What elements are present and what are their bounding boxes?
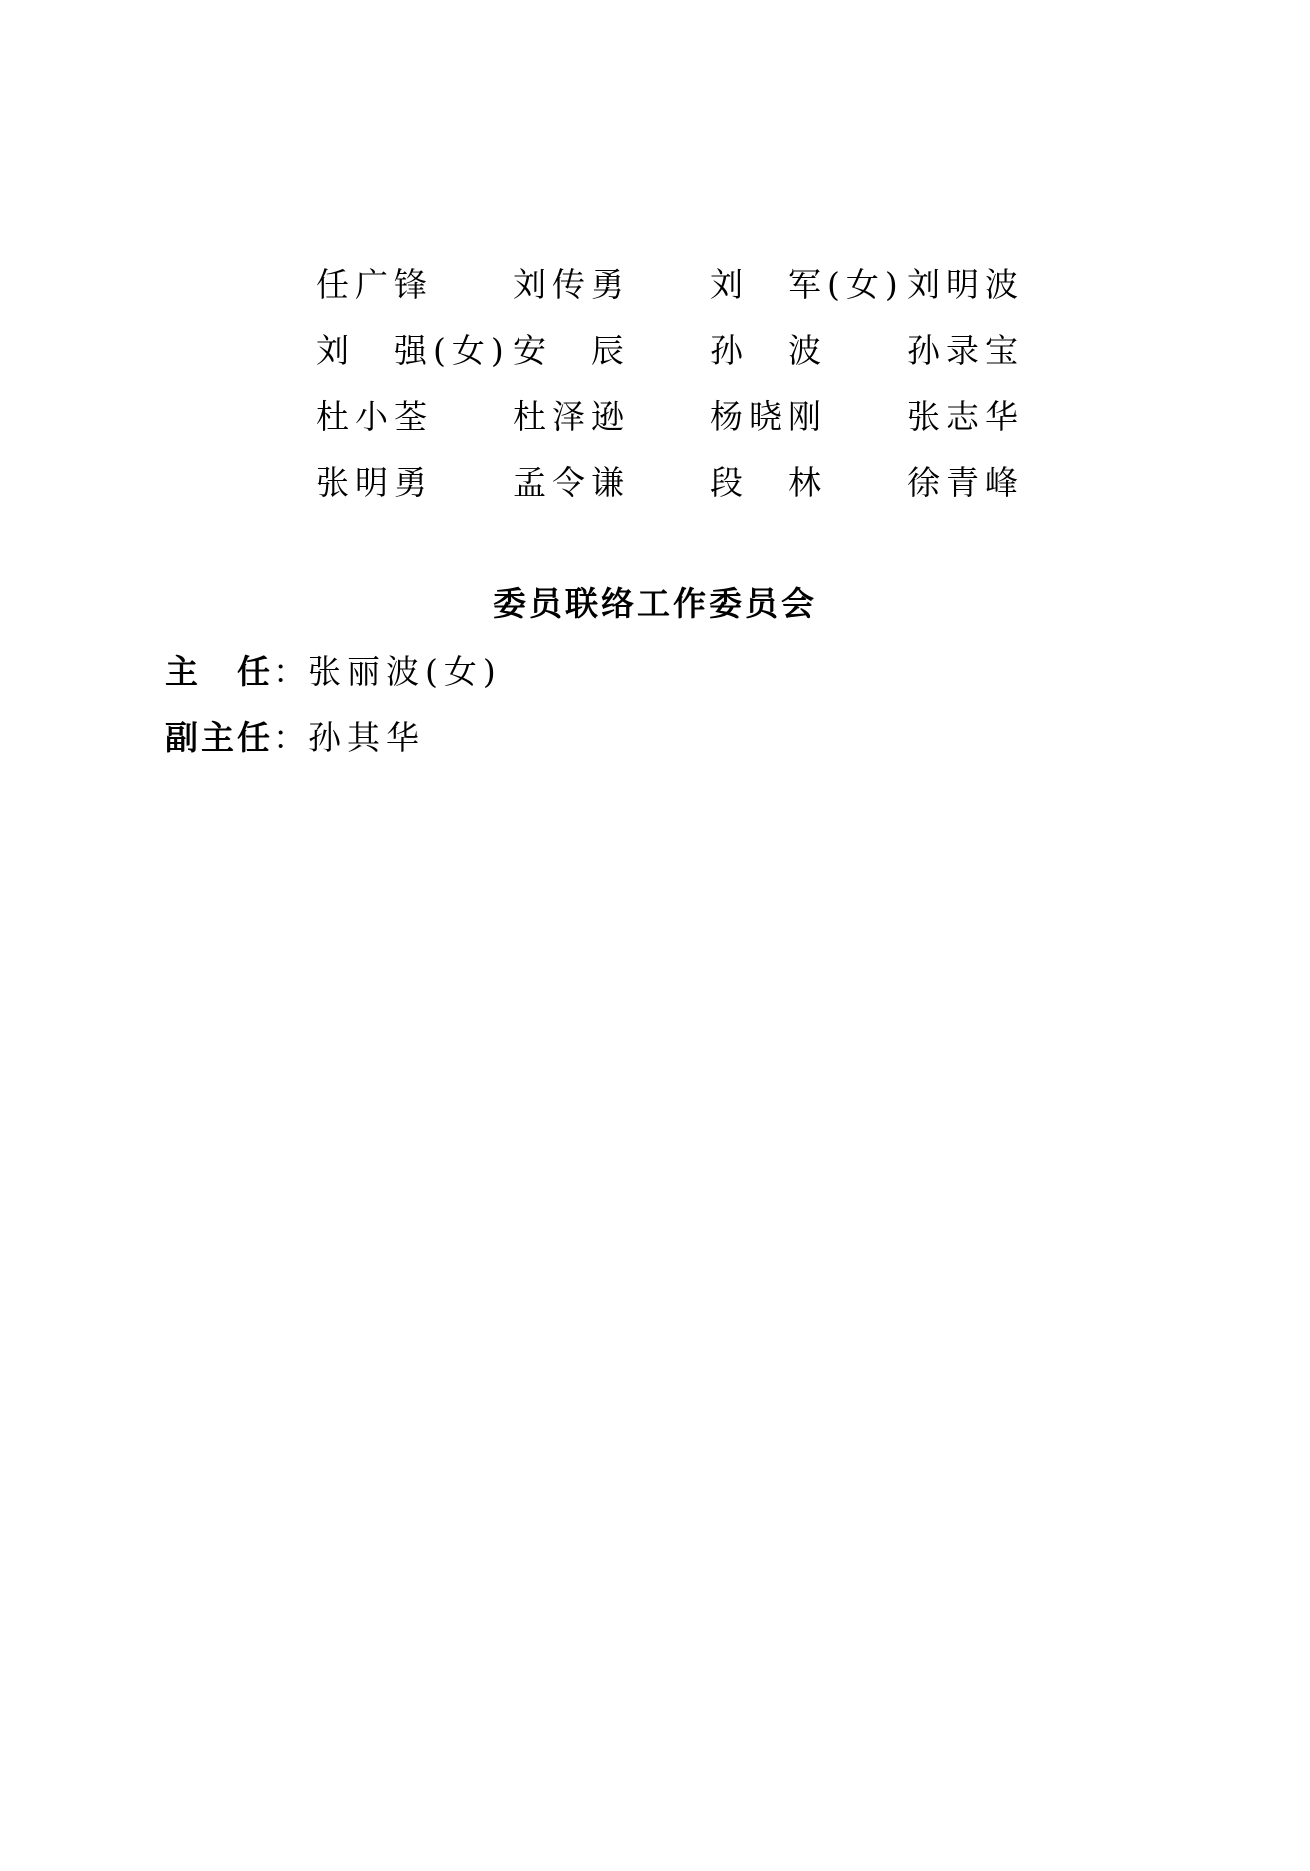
director-label: 主 任 — [165, 652, 273, 691]
director-colon: ： — [273, 652, 306, 691]
committee-heading: 委员联络工作委员会 — [493, 584, 817, 623]
member-row — [316, 450, 1116, 516]
member-row — [316, 384, 1116, 450]
member-name: 刘传勇 — [513, 265, 630, 304]
member-name-grid — [316, 252, 1116, 516]
member-row — [316, 252, 1116, 318]
member-name: 杜泽逊 — [513, 397, 630, 436]
member-name: 徐青峰 — [907, 463, 1024, 502]
director-line — [165, 650, 502, 694]
director-name: 张丽波(女) — [308, 652, 502, 691]
member-name: 杜小荃 — [316, 397, 433, 436]
member-name: 刘 强(女) — [316, 331, 510, 370]
member-name: 张明勇 — [316, 463, 433, 502]
deputy-director-label: 副主任 — [165, 718, 273, 757]
deputy-director-colon: ： — [273, 718, 306, 757]
member-name: 孙 波 — [710, 331, 827, 370]
member-name: 段 林 — [710, 463, 827, 502]
member-name: 孟令谦 — [513, 463, 630, 502]
deputy-director-line — [165, 716, 425, 760]
member-name: 安 辰 — [513, 331, 630, 370]
member-name: 任广锋 — [316, 265, 433, 304]
deputy-director-name: 孙其华 — [308, 718, 425, 757]
member-name: 张志华 — [907, 397, 1024, 436]
member-name: 孙录宝 — [907, 331, 1024, 370]
member-name: 刘 军(女) — [710, 265, 904, 304]
member-name: 杨晓刚 — [710, 397, 827, 436]
member-name: 刘明波 — [907, 265, 1024, 304]
member-row — [316, 318, 1116, 384]
